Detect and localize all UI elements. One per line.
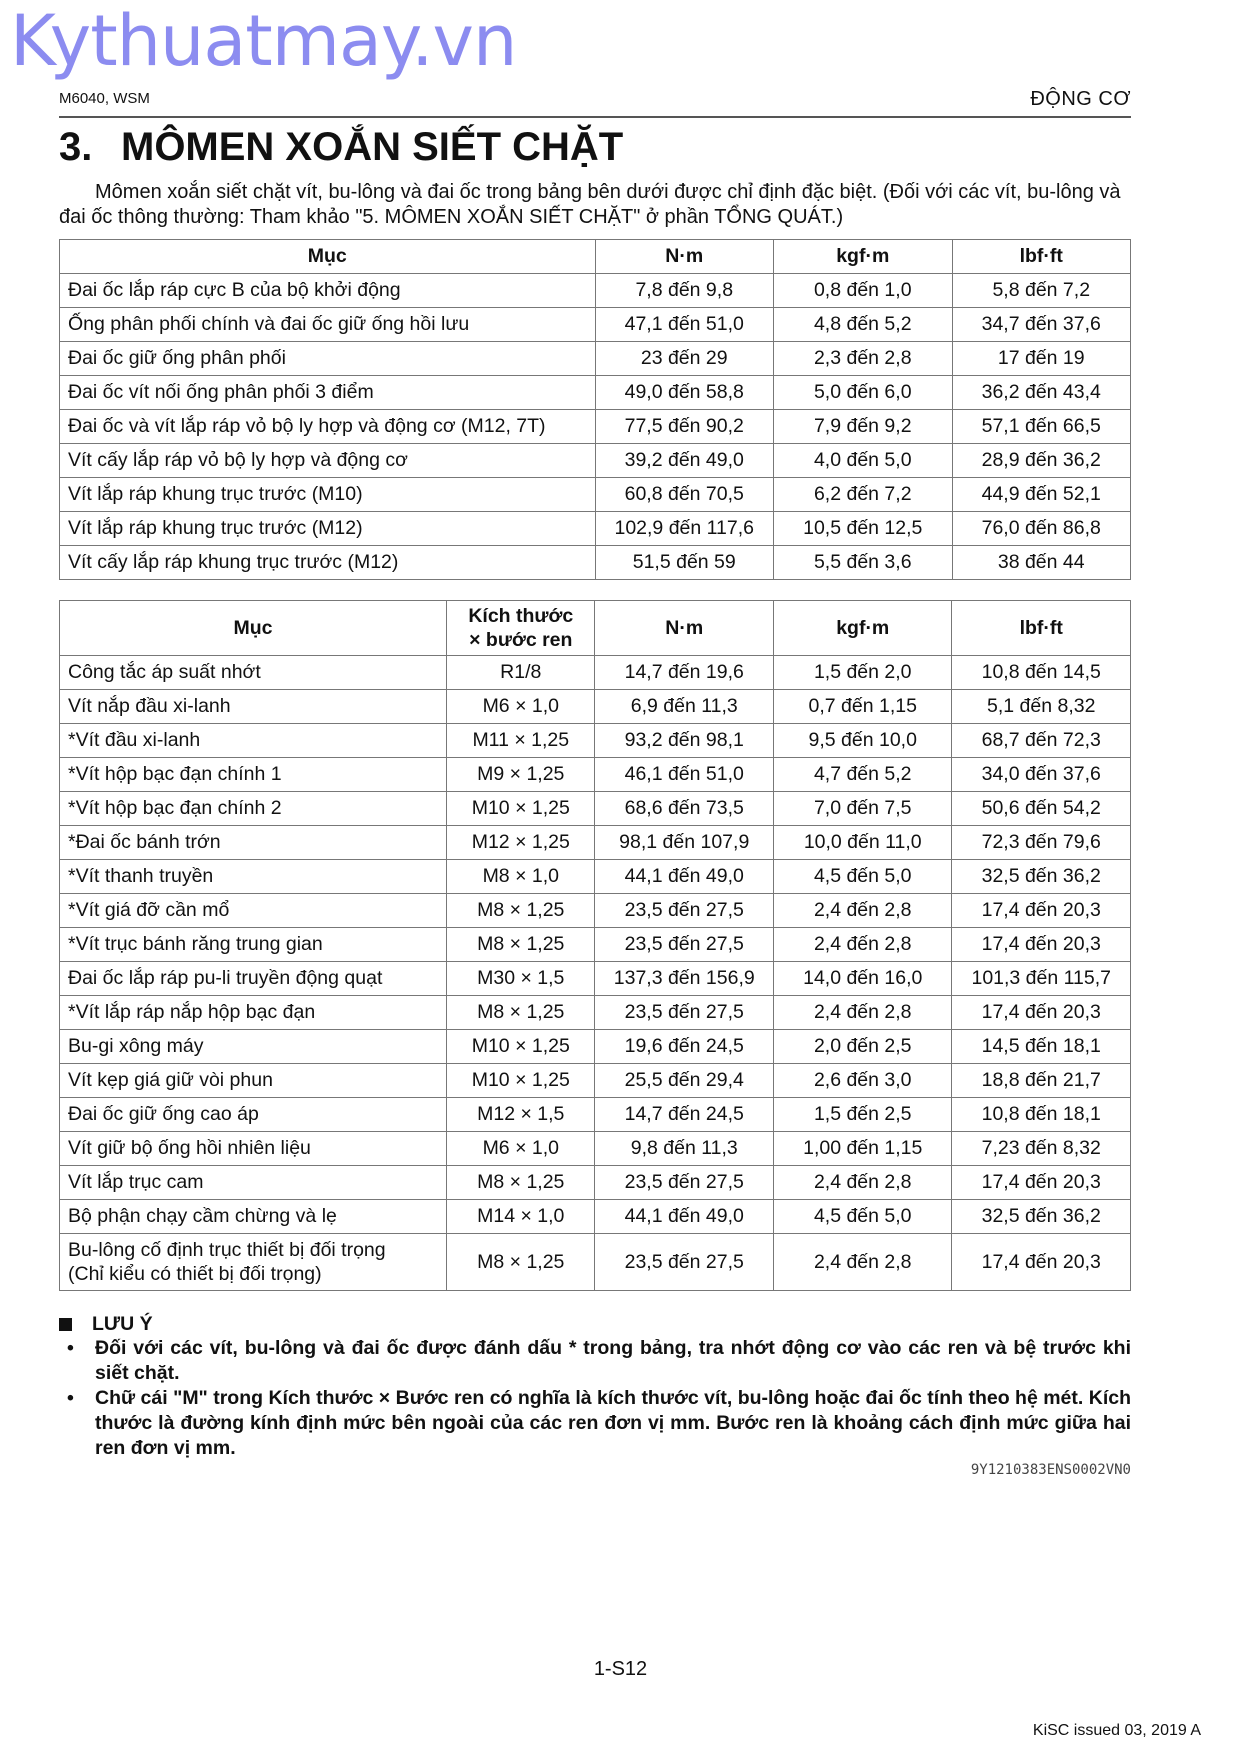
cell-item: Bộ phận chạy cầm chừng và lẹ [60, 1200, 447, 1234]
table-row [60, 724, 1131, 758]
table-row [60, 274, 1131, 308]
cell-item: *Vít hộp bạc đạn chính 2 [60, 792, 447, 826]
table-header-row [60, 601, 1131, 656]
cell-kgfm: 2,4 đến 2,8 [773, 928, 952, 962]
header-kgfm: kgf·m [774, 240, 953, 274]
cell-nm: 23,5 đến 27,5 [595, 1166, 774, 1200]
cell-size: M8 × 1,25 [447, 996, 595, 1030]
cell-nm: 60,8 đến 70,5 [595, 478, 774, 512]
cell-nm: 23,5 đến 27,5 [595, 928, 774, 962]
cell-lbfft: 7,23 đến 8,32 [952, 1132, 1131, 1166]
bullet-icon: • [67, 1337, 74, 1359]
cell-nm: 46,1 đến 51,0 [595, 758, 774, 792]
cell-kgfm: 2,0 đến 2,5 [773, 1030, 952, 1064]
cell-kgfm: 1,5 đến 2,5 [773, 1098, 952, 1132]
table-row [60, 1166, 1131, 1200]
cell-lbfft: 50,6 đến 54,2 [952, 792, 1131, 826]
cell-kgfm: 10,0 đến 11,0 [773, 826, 952, 860]
cell-nm: 51,5 đến 59 [595, 546, 774, 580]
cell-item: Ống phân phối chính và đai ốc giữ ống hồi lưu [60, 308, 596, 342]
cell-lbfft: 101,3 đến 115,7 [952, 962, 1131, 996]
table-row [60, 1064, 1131, 1098]
cell-kgfm: 4,0 đến 5,0 [774, 444, 953, 478]
cell-nm: 6,9 đến 11,3 [595, 690, 774, 724]
cell-item: Vít giữ bộ ống hồi nhiên liệu [60, 1132, 447, 1166]
cell-size: M10 × 1,25 [447, 1064, 595, 1098]
cell-item: Đai ốc lắp ráp cực B của bộ khởi động [60, 274, 596, 308]
cell-size: M8 × 1,0 [447, 860, 595, 894]
cell-item: *Vít giá đỡ cần mổ [60, 894, 447, 928]
table-row [60, 1030, 1131, 1064]
cell-item: Vít lắp ráp khung trục trước (M12) [60, 512, 596, 546]
cell-lbfft: 57,1 đến 66,5 [952, 410, 1131, 444]
cell-lbfft: 17,4 đến 20,3 [952, 894, 1131, 928]
table-row [60, 860, 1131, 894]
cell-item: *Đai ốc bánh trớn [60, 826, 447, 860]
cell-item: Vít cấy lắp ráp vỏ bộ ly hợp và động cơ [60, 444, 596, 478]
cell-nm: 23,5 đến 27,5 [595, 996, 774, 1030]
table-row [60, 690, 1131, 724]
header-nm: N·m [595, 240, 774, 274]
note-list [59, 1336, 1131, 1461]
cell-size: M30 × 1,5 [447, 962, 595, 996]
cell-kgfm: 2,4 đến 2,8 [773, 1166, 952, 1200]
cell-size: M8 × 1,25 [447, 894, 595, 928]
cell-kgfm: 2,4 đến 2,8 [773, 894, 952, 928]
cell-kgfm: 4,7 đến 5,2 [773, 758, 952, 792]
cell-item: Đai ốc giữ ống cao áp [60, 1098, 447, 1132]
cell-kgfm: 0,7 đến 1,15 [773, 690, 952, 724]
cell-nm: 19,6 đến 24,5 [595, 1030, 774, 1064]
page-number: 1-S12 [593, 1658, 648, 1680]
cell-kgfm: 0,8 đến 1,0 [774, 274, 953, 308]
cell-lbfft: 14,5 đến 18,1 [952, 1030, 1131, 1064]
cell-kgfm: 2,6 đến 3,0 [773, 1064, 952, 1098]
cell-nm: 23,5 đến 27,5 [595, 894, 774, 928]
table-row [60, 996, 1131, 1030]
note-item-text: Chữ cái "M" trong Kích thước × Bước ren có nghĩa là kích thước vít, bu-lông hoặc đai ốc tính theo hệ mét. Kích thước là đường kính định mức bên ngoài của các ren đơn vị mm. Bước ren là khoảng cách định mức giữa hai ren đơn vị mm. [95, 1387, 1131, 1459]
cell-kgfm: 2,4 đến 2,8 [773, 996, 952, 1030]
cell-lbfft: 36,2 đến 43,4 [952, 376, 1131, 410]
cell-item: Vít nắp đầu xi-lanh [60, 690, 447, 724]
cell-item: *Vít hộp bạc đạn chính 1 [60, 758, 447, 792]
cell-nm: 137,3 đến 156,9 [595, 962, 774, 996]
section-title-text: MÔMEN XOẮN SIẾT CHẶT [121, 125, 624, 169]
document-code: 9Y1210383ENS0002VN0 [970, 1462, 1131, 1478]
section-title [59, 125, 623, 170]
table-row [60, 376, 1131, 410]
cell-nm: 9,8 đến 11,3 [595, 1132, 774, 1166]
cell-item: Vít lắp ráp khung trục trước (M10) [60, 478, 596, 512]
cell-item: *Vít lắp ráp nắp hộp bạc đạn [60, 996, 447, 1030]
table-row [60, 308, 1131, 342]
cell-item-line1: Bu-lông cố định trục thiết bị đối trọng [68, 1239, 386, 1261]
cell-size: M6 × 1,0 [447, 1132, 595, 1166]
table-row [60, 1200, 1131, 1234]
cell-lbfft: 17,4 đến 20,3 [952, 1234, 1131, 1291]
cell-lbfft: 38 đến 44 [952, 546, 1131, 580]
cell-item: Đai ốc vít nối ống phân phối 3 điểm [60, 376, 596, 410]
cell-nm: 14,7 đến 24,5 [595, 1098, 774, 1132]
cell-lbfft: 34,0 đến 37,6 [952, 758, 1131, 792]
note-heading [59, 1312, 1131, 1336]
cell-nm: 77,5 đến 90,2 [595, 410, 774, 444]
cell-lbfft: 10,8 đến 14,5 [952, 656, 1131, 690]
header-rule [59, 116, 1131, 118]
cell-lbfft: 5,8 đến 7,2 [952, 274, 1131, 308]
section-number: 3. [59, 125, 93, 169]
header-lbfft: lbf·ft [952, 240, 1131, 274]
cell-size: M10 × 1,25 [447, 792, 595, 826]
cell-nm: 68,6 đến 73,5 [595, 792, 774, 826]
cell-nm: 102,9 đến 117,6 [595, 512, 774, 546]
cell-item: Đai ốc và vít lắp ráp vỏ bộ ly hợp và động cơ (M12, 7T) [60, 410, 596, 444]
note-heading-text: LƯU Ý [92, 1312, 153, 1335]
header-size: Kích thước [468, 605, 574, 627]
cell-item: Bu-gi xông máy [60, 1030, 447, 1064]
cell-size: M8 × 1,25 [447, 1166, 595, 1200]
cell-lbfft: 68,7 đến 72,3 [952, 724, 1131, 758]
cell-lbfft: 76,0 đến 86,8 [952, 512, 1131, 546]
table-row [60, 792, 1131, 826]
cell-nm: 98,1 đến 107,9 [595, 826, 774, 860]
cell-item [60, 1234, 447, 1291]
cell-nm: 23 đến 29 [595, 342, 774, 376]
cell-lbfft: 28,9 đến 36,2 [952, 444, 1131, 478]
cell-nm: 44,1 đến 49,0 [595, 1200, 774, 1234]
cell-kgfm: 5,5 đến 3,6 [774, 546, 953, 580]
table-row [60, 444, 1131, 478]
table-row [60, 342, 1131, 376]
cell-kgfm: 7,9 đến 9,2 [774, 410, 953, 444]
header-pitch: × bước ren [469, 629, 573, 651]
cell-lbfft: 32,5 đến 36,2 [952, 860, 1131, 894]
cell-nm: 23,5 đến 27,5 [595, 1234, 774, 1291]
cell-size: R1/8 [447, 656, 595, 690]
cell-nm: 7,8 đến 9,8 [595, 274, 774, 308]
cell-lbfft: 17,4 đến 20,3 [952, 928, 1131, 962]
table-row [60, 894, 1131, 928]
header-item: Mục [60, 601, 447, 656]
watermark-logo: Kythuatmay.vn [10, 0, 517, 82]
cell-lbfft: 34,7 đến 37,6 [952, 308, 1131, 342]
cell-size: M8 × 1,25 [447, 928, 595, 962]
cell-nm: 47,1 đến 51,0 [595, 308, 774, 342]
issue-footer: KiSC issued 03, 2019 A [1032, 1722, 1201, 1739]
table-header-row [60, 240, 1131, 274]
cell-nm: 25,5 đến 29,4 [595, 1064, 774, 1098]
table-row [60, 656, 1131, 690]
cell-size: M12 × 1,5 [447, 1098, 595, 1132]
cell-nm: 49,0 đến 58,8 [595, 376, 774, 410]
bullet-icon: • [67, 1387, 74, 1409]
table-row [60, 512, 1131, 546]
note-item [59, 1336, 1131, 1386]
cell-item-line2: (Chỉ kiểu có thiết bị đối trọng) [68, 1263, 322, 1285]
cell-size: M14 × 1,0 [447, 1200, 595, 1234]
cell-size: M6 × 1,0 [447, 690, 595, 724]
note-item [59, 1386, 1131, 1461]
cell-size: M12 × 1,25 [447, 826, 595, 860]
table-row [60, 962, 1131, 996]
cell-kgfm: 4,5 đến 5,0 [773, 1200, 952, 1234]
cell-size: M9 × 1,25 [447, 758, 595, 792]
cell-nm: 14,7 đến 19,6 [595, 656, 774, 690]
cell-item: Công tắc áp suất nhớt [60, 656, 447, 690]
table-row [60, 410, 1131, 444]
table-row [60, 546, 1131, 580]
header-item: Mục [60, 240, 596, 274]
header-size-pitch [447, 601, 595, 656]
cell-kgfm: 14,0 đến 16,0 [773, 962, 952, 996]
cell-kgfm: 5,0 đến 6,0 [774, 376, 953, 410]
cell-item: Vít kẹp giá giữ vòi phun [60, 1064, 447, 1098]
manual-code: M6040, WSM [59, 90, 150, 107]
cell-item: Vít lắp trục cam [60, 1166, 447, 1200]
chapter-title: ĐỘNG CƠ [1030, 88, 1131, 110]
cell-kgfm: 7,0 đến 7,5 [773, 792, 952, 826]
cell-kgfm: 2,4 đến 2,8 [773, 1234, 952, 1291]
cell-lbfft: 32,5 đến 36,2 [952, 1200, 1131, 1234]
table-row [60, 928, 1131, 962]
cell-item: *Vít trục bánh răng trung gian [60, 928, 447, 962]
table-row [60, 758, 1131, 792]
cell-lbfft: 17,4 đến 20,3 [952, 996, 1131, 1030]
header-nm: N·m [595, 601, 774, 656]
cell-kgfm: 1,00 đến 1,15 [773, 1132, 952, 1166]
header-kgfm: kgf·m [773, 601, 952, 656]
cell-nm: 44,1 đến 49,0 [595, 860, 774, 894]
cell-size: M11 × 1,25 [447, 724, 595, 758]
cell-kgfm: 2,3 đến 2,8 [774, 342, 953, 376]
table-row [60, 1234, 1131, 1291]
cell-item: *Vít đầu xi-lanh [60, 724, 447, 758]
table-row [60, 478, 1131, 512]
cell-kgfm: 4,5 đến 5,0 [773, 860, 952, 894]
cell-lbfft: 5,1 đến 8,32 [952, 690, 1131, 724]
note-block [59, 1312, 1131, 1461]
intro-text: Mômen xoắn siết chặt vít, bu-lông và đai ốc trong bảng bên dưới được chỉ định đặc biệt. (Đối với các vít, bu-lông và đai ốc thông thường: Tham khảo "5. MÔMEN XOẮN SIẾT CHẶT" ở phần TỔNG QUÁT.) [59, 181, 1121, 228]
table-row [60, 826, 1131, 860]
cell-lbfft: 44,9 đến 52,1 [952, 478, 1131, 512]
cell-nm: 39,2 đến 49,0 [595, 444, 774, 478]
torque-table-specific [59, 600, 1131, 1291]
cell-kgfm: 9,5 đến 10,0 [773, 724, 952, 758]
table-row [60, 1098, 1131, 1132]
cell-lbfft: 17,4 đến 20,3 [952, 1166, 1131, 1200]
table-row [60, 1132, 1131, 1166]
cell-lbfft: 17 đến 19 [952, 342, 1131, 376]
cell-nm: 93,2 đến 98,1 [595, 724, 774, 758]
cell-lbfft: 10,8 đến 18,1 [952, 1098, 1131, 1132]
cell-kgfm: 4,8 đến 5,2 [774, 308, 953, 342]
cell-item: Đai ốc lắp ráp pu-li truyền động quạt [60, 962, 447, 996]
cell-item: Đai ốc giữ ống phân phối [60, 342, 596, 376]
cell-size: M8 × 1,25 [447, 1234, 595, 1291]
header-lbfft: lbf·ft [952, 601, 1131, 656]
cell-lbfft: 72,3 đến 79,6 [952, 826, 1131, 860]
cell-kgfm: 1,5 đến 2,0 [773, 656, 952, 690]
torque-table-general [59, 239, 1131, 580]
intro-paragraph [59, 180, 1131, 230]
square-bullet-icon [59, 1318, 72, 1331]
cell-item: *Vít thanh truyền [60, 860, 447, 894]
cell-lbfft: 18,8 đến 21,7 [952, 1064, 1131, 1098]
cell-kgfm: 6,2 đến 7,2 [774, 478, 953, 512]
cell-kgfm: 10,5 đến 12,5 [774, 512, 953, 546]
cell-size: M10 × 1,25 [447, 1030, 595, 1064]
note-item-text: Đối với các vít, bu-lông và đai ốc được đánh dấu * trong bảng, tra nhớt động cơ vào các ren và bệ trước khi siết chặt. [95, 1337, 1131, 1384]
cell-item: Vít cấy lắp ráp khung trục trước (M12) [60, 546, 596, 580]
